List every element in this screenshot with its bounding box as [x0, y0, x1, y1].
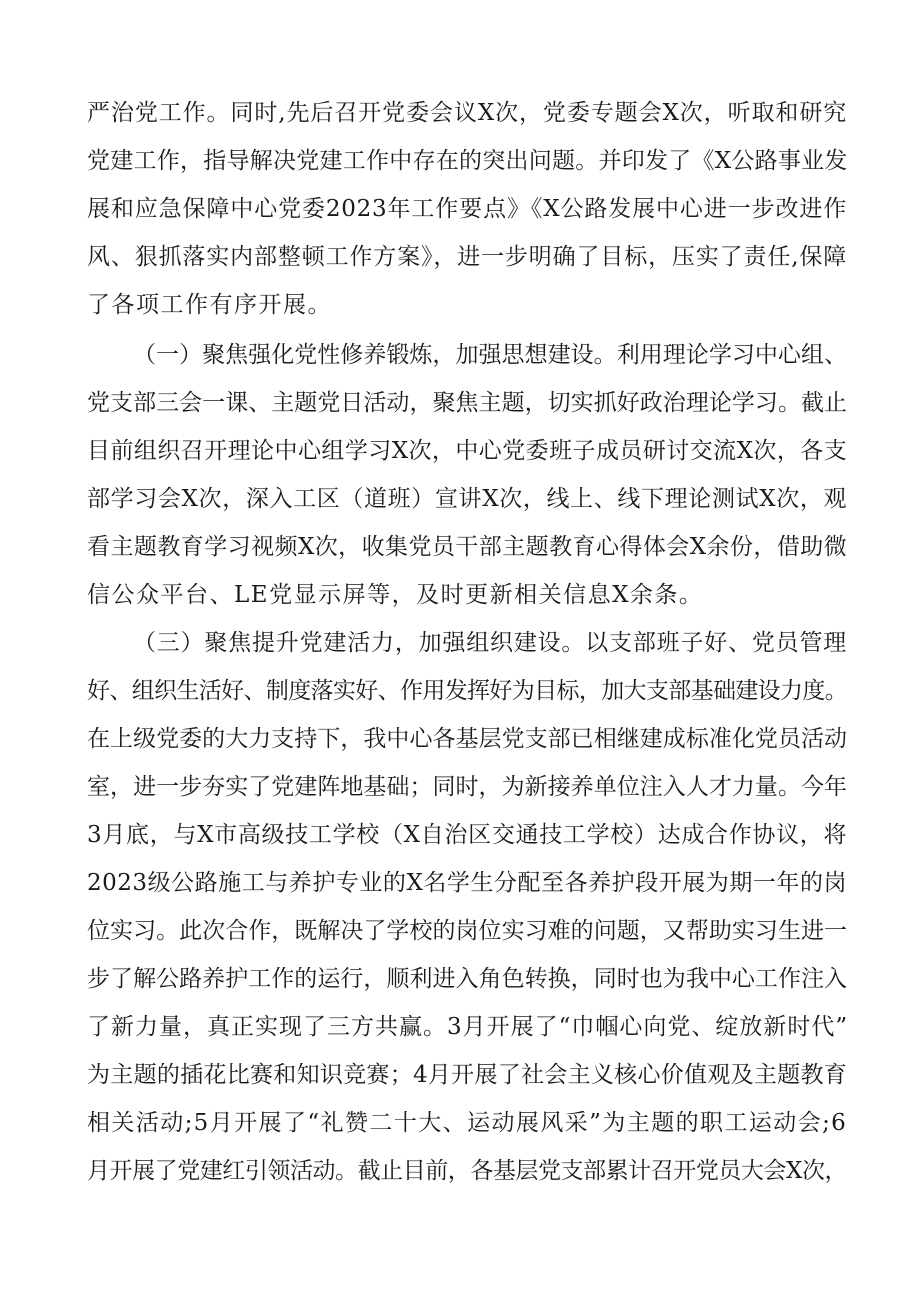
paragraph-heading-line: （一）聚焦强化党性修养锻炼，加强思想建设。利用理论学习中心组、 — [133, 342, 847, 368]
text-line: 风、狠抓落实内部整顿工作方案》，进一步明确了目标，压实了责任,保障 — [87, 244, 847, 270]
text-line: 党建工作，指导解决党建工作中存在的突出问题。并印发了《X公路事业发 — [87, 148, 848, 174]
text-line: 位实习。此次合作，既解决了学校的岗位实习难的问题，又帮助实习生进一 — [87, 918, 847, 944]
text-line: 看主题教育学习视频X次，收集党员干部主题教育心得体会X余份，借助微 — [87, 534, 847, 560]
text-line: 3月底，与X市高级技工学校（X自治区交通技工学校）达成合作协议，将 — [87, 822, 847, 848]
text-line: 了各项工作有序开展。 — [87, 292, 332, 318]
text-line: 在上级党委的大力支持下，我中心各基层党支部已相继建成标准化党员活动 — [87, 726, 847, 752]
text-line: 2023级公路施工与养护专业的X名学生分配至各养护段开展为期一年的岗 — [87, 870, 847, 896]
text-line: 好、组织生活好、制度落实好、作用发挥好为目标，加大支部基础建设力度。 — [87, 678, 847, 704]
text-line: 为主题的插花比赛和知识竞赛；4月开展了社会主义核心价值观及主题教育 — [87, 1062, 847, 1088]
text-line: 相关活动;5月开展了“礼赞二十大、运动展风采”为主题的职工运动会;6 — [87, 1110, 847, 1136]
text-line: 目前组织召开理论中心组学习X次，中心党委班子成员研讨交流X次，各支 — [87, 438, 847, 464]
text-line: 信公众平台、LE党显示屏等，及时更新相关信息X余条。 — [87, 582, 704, 608]
text-line: 严治党工作。同时,先后召开党委会议X次，党委专题会X次，听取和研究 — [87, 100, 847, 126]
text-line: 部学习会X次，深入工区（道班）宣讲X次，线上、线下理论测试X次，观 — [87, 486, 847, 512]
paragraph-heading-line: （三）聚焦提升党建活力，加强组织建设。以支部班子好、党员管理 — [133, 630, 847, 656]
text-line: 了新力量，真正实现了三方共赢。3月开展了“巾帼心向党、绽放新时代” — [87, 1014, 849, 1040]
text-line: 月开展了党建红引领活动。截止目前，各基层党支部累计召开党员大会X次， — [87, 1158, 847, 1184]
text-line: 党支部三会一课、主题党日活动，聚焦主题，切实抓好政治理论学习。截止 — [87, 390, 847, 416]
text-line: 室，进一步夯实了党建阵地基础；同时，为新接养单位注入人才力量。今年 — [87, 774, 847, 800]
text-line: 步了解公路养护工作的运行，顺利进入角色转换，同时也为我中心工作注入 — [87, 966, 847, 992]
text-line: 展和应急保障中心党委2023年工作要点》《X公路发展中心进一步改进作 — [87, 196, 847, 222]
